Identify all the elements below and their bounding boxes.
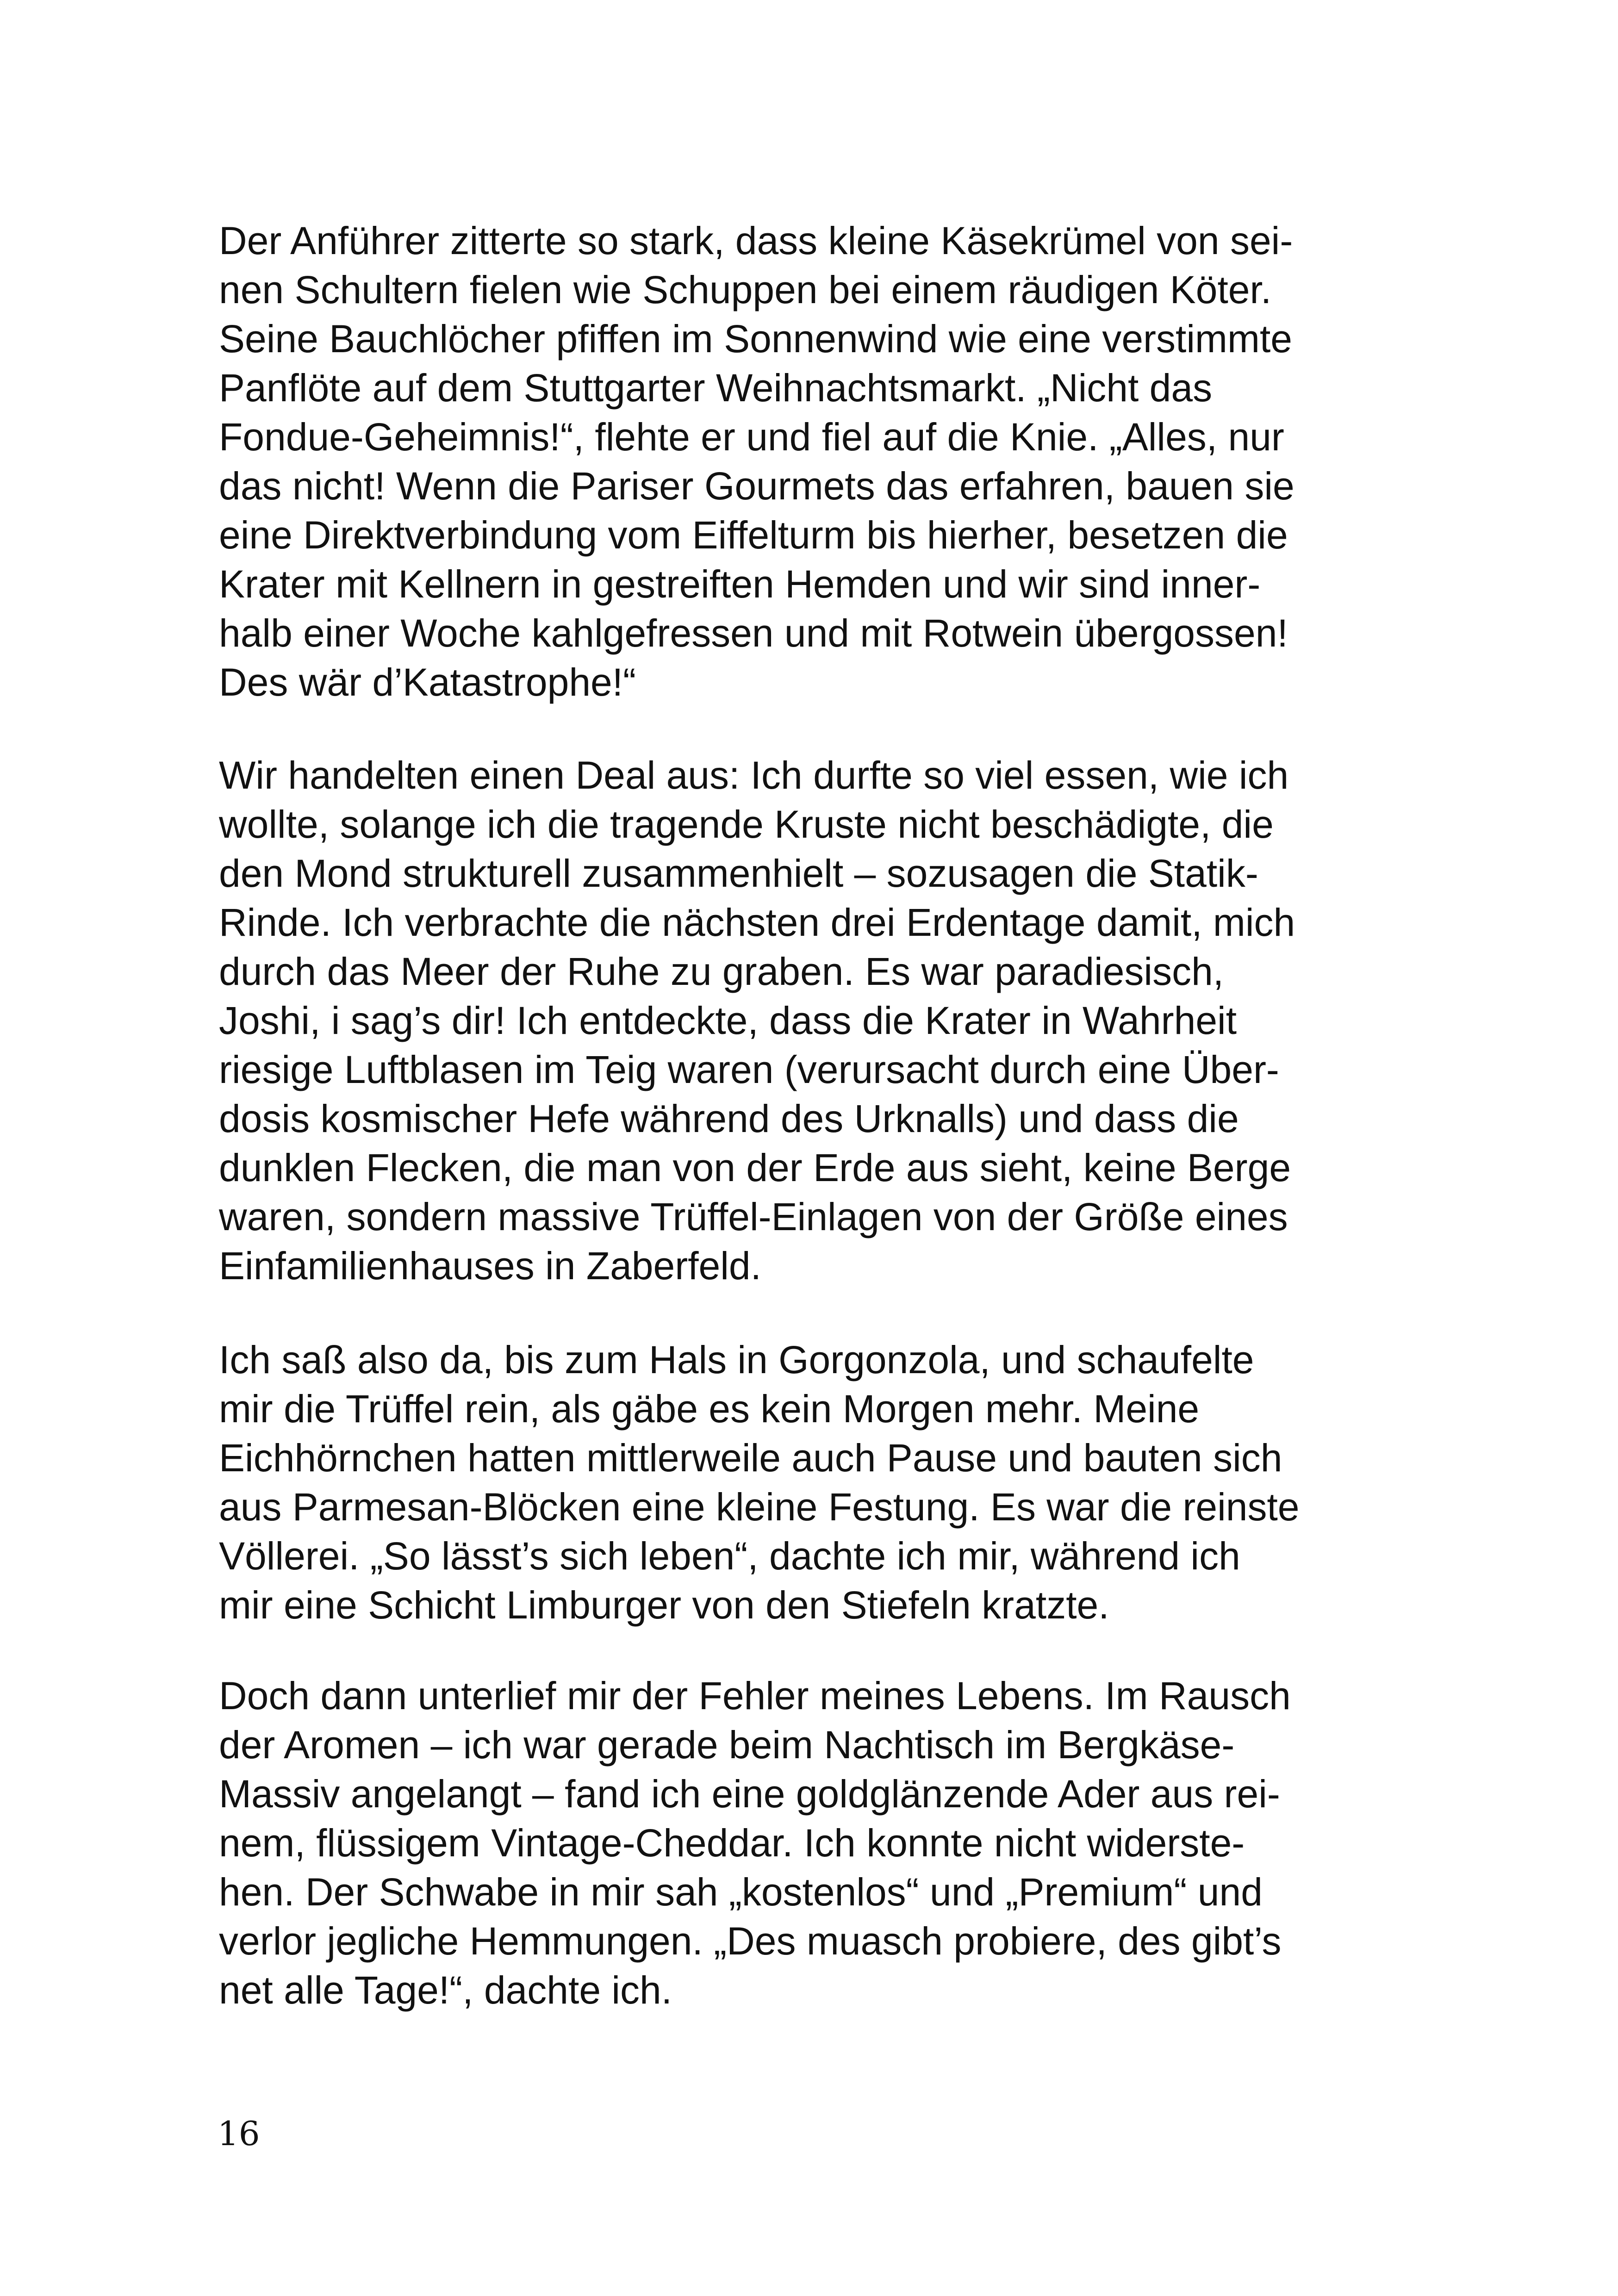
paragraph-line: das nicht! Wenn die Pariser Gourmets das erfahren, bauen sie	[219, 464, 1294, 508]
paragraph-line: Krater mit Kellnern in gestreiften Hemden und wir sind inner-	[219, 562, 1261, 606]
paragraph-line: Einfamilienhauses in Zaberfeld.	[219, 1244, 761, 1288]
paragraph-line: riesige Luftblasen im Teig waren (verursacht durch eine Über-	[219, 1048, 1279, 1091]
paragraph-line: hen. Der Schwabe in mir sah „kostenlos“ und „Premium“ und	[219, 1870, 1263, 1914]
paragraph-line: waren, sondern massive Trüffel-Einlagen von der Größe eines	[219, 1195, 1288, 1238]
paragraph-line: aus Parmesan-Blöcken eine kleine Festung. Es war die reinste	[219, 1485, 1300, 1529]
paragraph-line: dunklen Flecken, die man von der Erde aus sieht, keine Berge	[219, 1146, 1291, 1189]
paragraph-line: dosis kosmischer Hefe während des Urknalls) und dass die	[219, 1097, 1239, 1140]
paragraph-line: Der Anführer zitterte so stark, dass kleine Käsekrümel von sei-	[219, 219, 1293, 262]
paragraph-line: verlor jegliche Hemmungen. „Des muasch probiere, des gibt’s	[219, 1919, 1282, 1963]
paragraph-line: Völlerei. „So lässt’s sich leben“, dachte ich mir, während ich	[219, 1534, 1240, 1578]
page-number: 16	[218, 2114, 260, 2153]
paragraph-line: Des wär d’Katastrophe!“	[219, 660, 636, 704]
paragraph-line: mir eine Schicht Limburger von den Stiefeln kratzte.	[219, 1583, 1109, 1627]
paragraph-line: wollte, solange ich die tragende Kruste nicht beschädigte, die	[219, 803, 1274, 846]
paragraph-line: Rinde. Ich verbrachte die nächsten drei Erdentage damit, mich	[219, 901, 1295, 944]
paragraph-line: der Aromen – ich war gerade beim Nachtisch im Bergkäse-	[219, 1723, 1235, 1767]
paragraph-line: halb einer Woche kahlgefressen und mit Rotwein übergossen!	[219, 611, 1288, 655]
paragraph-line: net alle Tage!“, dachte ich.	[219, 1968, 672, 2012]
paragraph-line: durch das Meer der Ruhe zu graben. Es war paradiesisch,	[219, 950, 1224, 993]
paragraph-line: Doch dann unterlief mir der Fehler meines Lebens. Im Rausch	[219, 1674, 1291, 1717]
paragraph-line: Joshi, i sag’s dir! Ich entdeckte, dass die Krater in Wahrheit	[219, 999, 1237, 1042]
paragraph-line: den Mond strukturell zusammenhielt – sozusagen die Statik-	[219, 852, 1258, 895]
paragraph-4	[219, 1671, 1422, 2015]
paragraph-line: eine Direktverbindung vom Eiffelturm bis hierher, besetzen die	[219, 513, 1288, 557]
paragraph-line: Fondue-Geheimnis!“, flehte er und fiel auf die Knie. „Alles, nur	[219, 415, 1284, 459]
paragraph-line: Seine Bauchlöcher pfiffen im Sonnenwind wie eine verstimmte	[219, 317, 1293, 361]
paragraph-3	[219, 1335, 1422, 1630]
paragraph-line: mir die Trüffel rein, als gäbe es kein Morgen mehr. Meine	[219, 1387, 1200, 1431]
paragraph-line: Wir handelten einen Deal aus: Ich durfte so viel essen, wie ich	[219, 753, 1289, 797]
paragraph-line: Massiv angelangt – fand ich eine goldglänzende Ader aus rei-	[219, 1772, 1280, 1816]
paragraph-line: Eichhörnchen hatten mittlerweile auch Pause und bauten sich	[219, 1436, 1282, 1480]
paragraph-line: nen Schultern fielen wie Schuppen bei einem räudigen Köter.	[219, 268, 1272, 311]
paragraph-2	[219, 751, 1422, 1290]
paragraph-line: Panflöte auf dem Stuttgarter Weihnachtsmarkt. „Nicht das	[219, 366, 1213, 410]
paragraph-1	[219, 216, 1422, 707]
paragraph-line: nem, flüssigem Vintage-Cheddar. Ich konnte nicht widerste-	[219, 1821, 1245, 1865]
paragraph-line: Ich saß also da, bis zum Hals in Gorgonzola, und schaufelte	[219, 1338, 1254, 1381]
